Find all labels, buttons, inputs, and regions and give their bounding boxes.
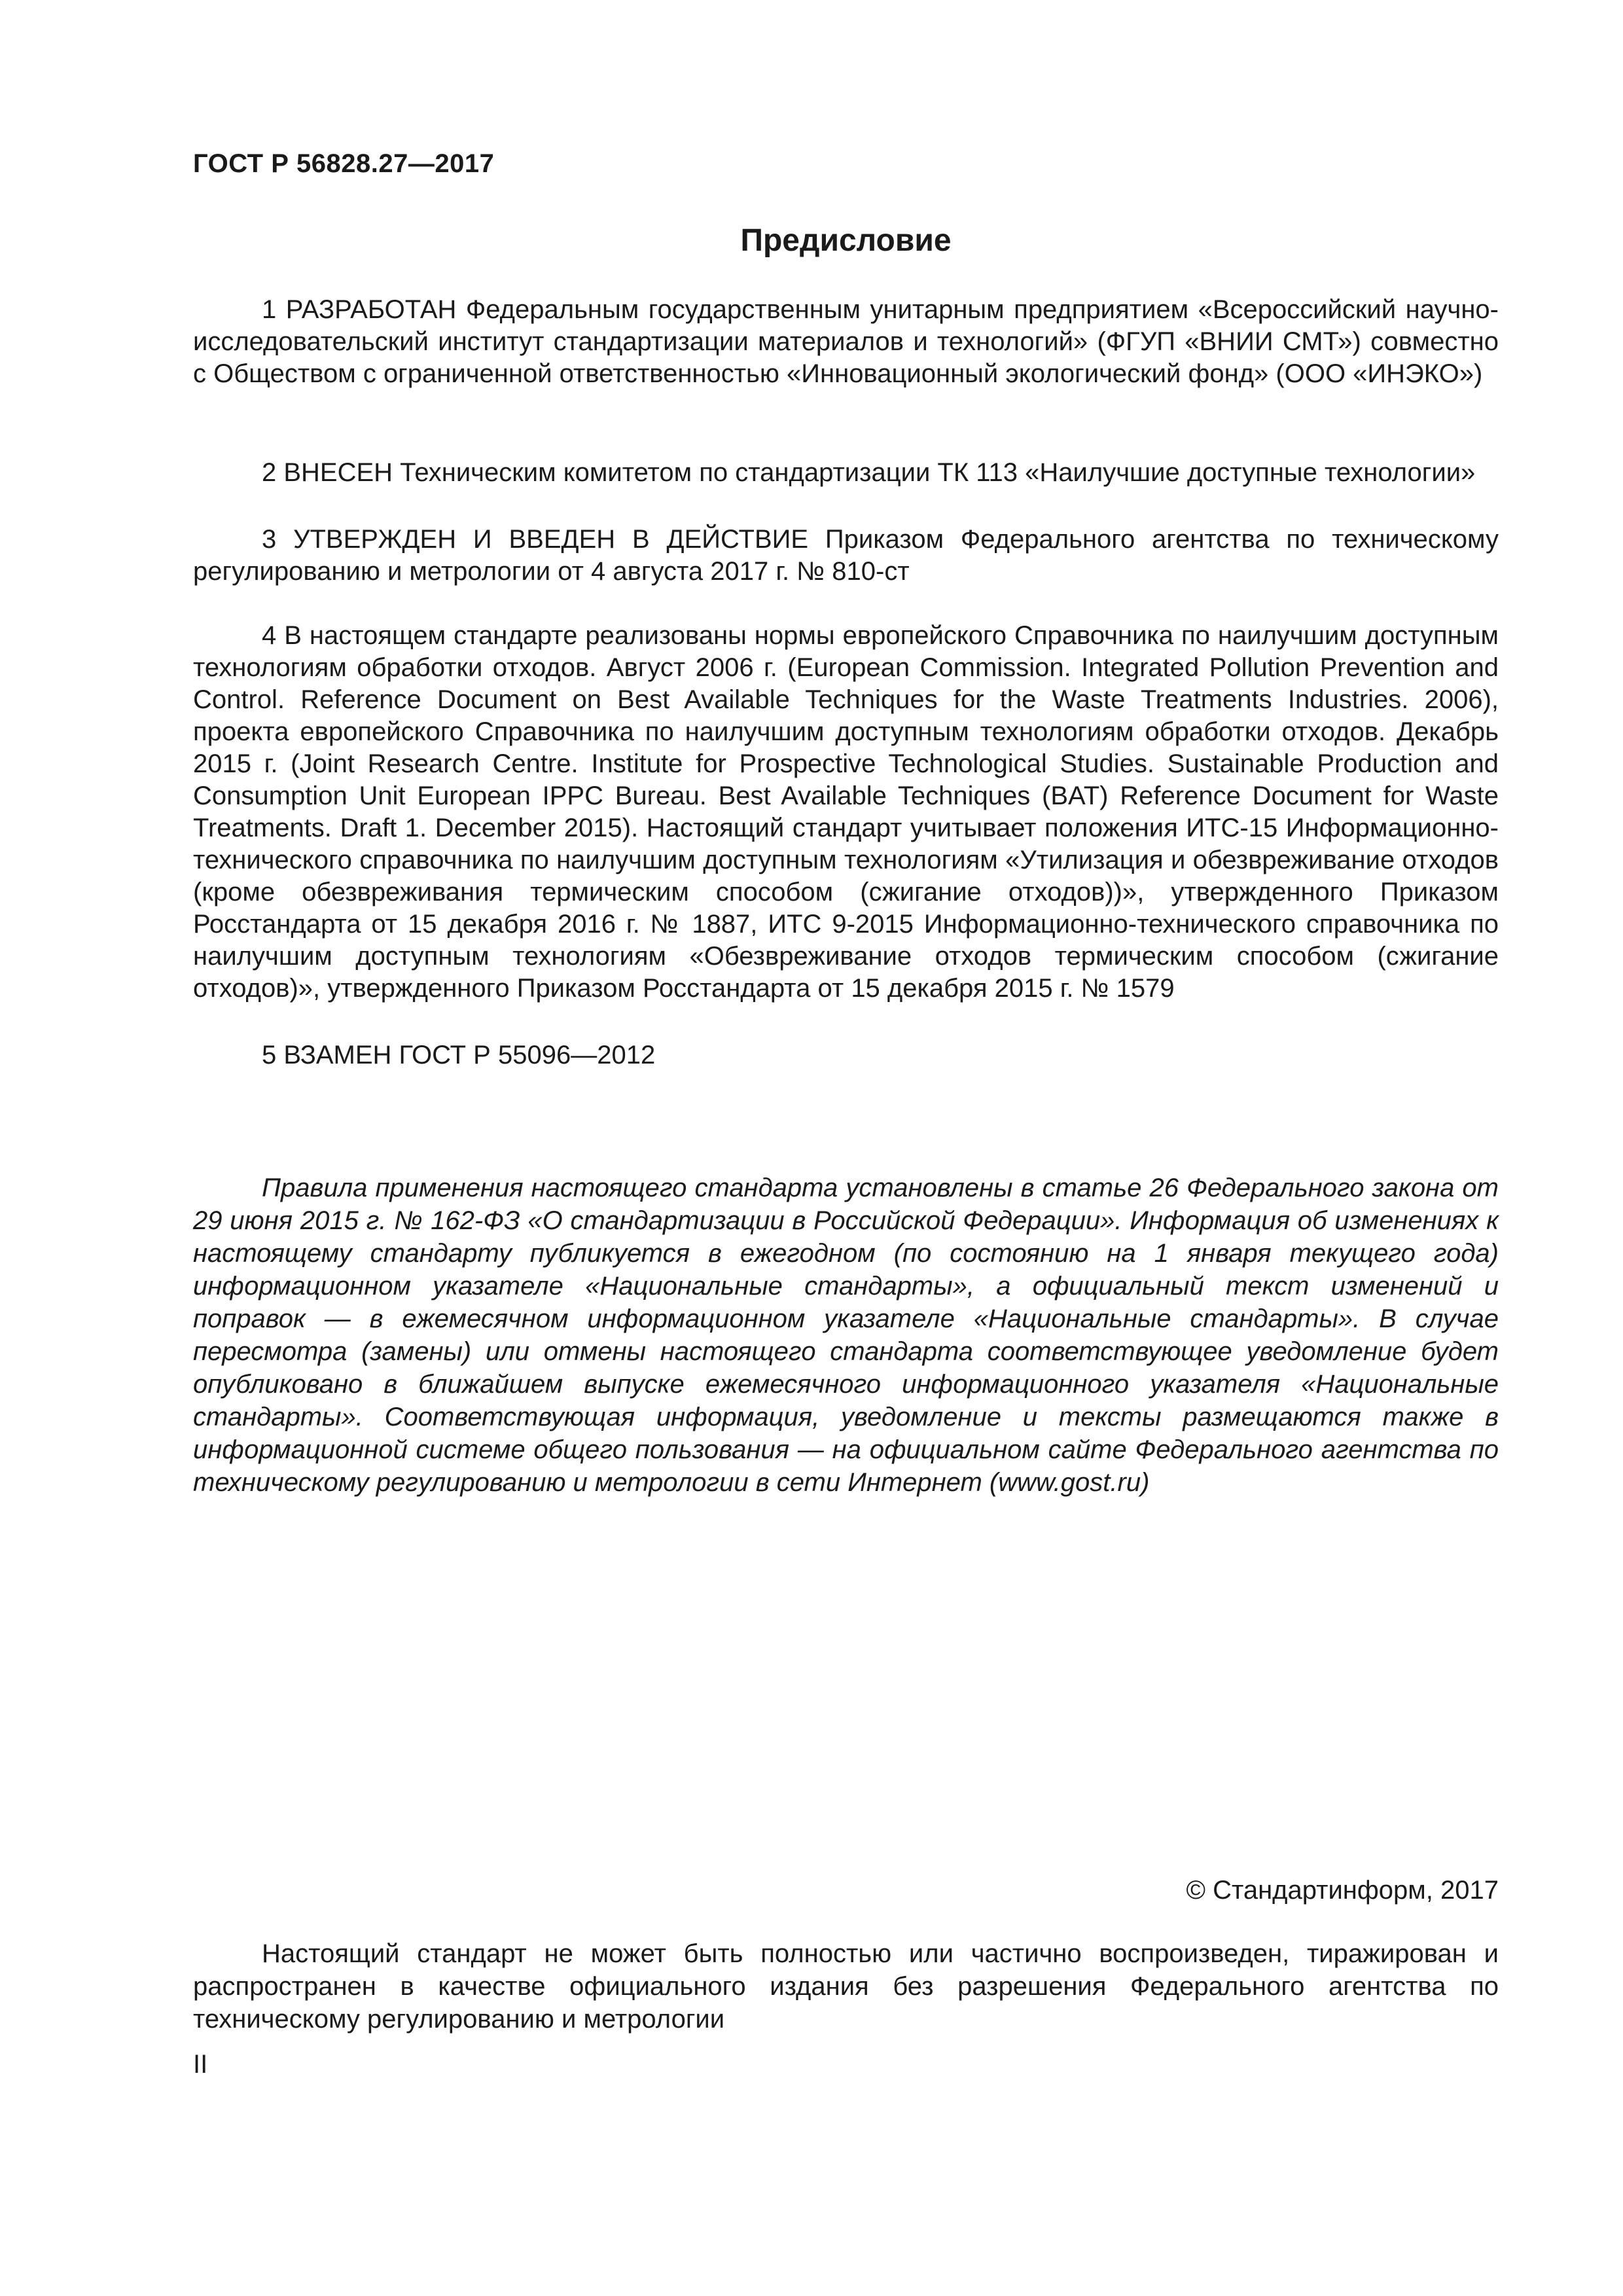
- copyright-line: © Стандартинформ, 2017: [1186, 1876, 1499, 1905]
- page-number: II: [193, 2050, 208, 2079]
- preface-item-4: 4 В настоящем стандарте реализованы нормы европейского Справочника по наилучшим доступным технологиям обработки отходов. Август 2006 г. (European Commission. Integrated Pollution Prevention and Control. Reference Document on Best Available Techniques for the Waste Treatments Industries. 2006), проекта европейского Справочника по наилучшим доступным технологиям обработки отходов. Декабрь 2015 г. (Joint Research Centre. Institute for Prospective Technological Studies. Sustainable Production and Consumption Unit European IPPC Bureau. Best Available Techniques (BAT) Reference Document for Waste Treatments. Draft 1. December 2015). Настоящий стандарт учитывает положения ИТС-15 Информационно-технического справочника по наилучшим доступным технологиям «Утилизация и обезвреживание отходов (кроме обезвреживания термическим способом (сжигание отходов))», утвержденного Приказом Росстандарта от 15 декабря 2016 г. № 1887, ИТС 9-2015 Информационно-технического справочника по наилучшим доступным технологиям «Обезвреживание отходов термическим способом (сжигание отходов)», утвержденного Приказом Росстандарта от 15 декабря 2015 г. № 1579: [193, 621, 1499, 1003]
- reproduction-notice: Настоящий стандарт не может быть полностью или частично воспроизведен, тиражирован и распространен в качестве официального издания без разрешения Федерального агентства по техническому регулированию и метрологии: [193, 1939, 1499, 2034]
- page-title: Предисловие: [740, 223, 952, 258]
- document-code: ГОСТ Р 56828.27—2017: [193, 149, 495, 178]
- preface-item-5: 5 ВЗАМЕН ГОСТ Р 55096—2012: [262, 1041, 656, 1069]
- preface-item-3: 3 УТВЕРЖДЕН И ВВЕДЕН В ДЕЙСТВИЕ Приказом Федерального агентства по техническому регулированию и метрологии от 4 августа 2017 г. № 810-ст: [193, 525, 1499, 586]
- preface-item-1: 1 РАЗРАБОТАН Федеральным государственным унитарным предприятием «Всероссийский научно-исследовательский институт стандартизации материалов и технологий» (ФГУП «ВНИИ СМТ») совместно с Обществом с ограниченной ответственностью «Инновационный экологический фонд» (ООО «ИНЭКО»): [193, 295, 1499, 388]
- preface-item-2: 2 ВНЕСЕН Техническим комитетом по стандартизации ТК 113 «Наилучшие доступные технологии»: [262, 458, 1476, 487]
- application-rules-notice: Правила применения настоящего стандарта установлены в статье 26 Федерального закона от 29 июня 2015 г. № 162-ФЗ «О стандартизации в Российской Федерации». Информация об изменениях к настоящему стандарту публикуется в ежегодном (по состоянию на 1 января текущего года) информационном указателе «Национальные стандарты», а официальный текст изменений и поправок — в ежемесячном информационном указателе «Национальные стандарты». В случае пересмотра (замены) или отмены настоящего стандарта соответствующее уведомление будет опубликовано в ближайшем выпуске ежемесячного информационного указателя «Национальные стандарты». Соответствующая информация, уведомление и тексты размещаются также в информационной системе общего пользования — на официальном сайте Федерального агентства по техническому регулированию и метрологии в сети Интернет (www.gost.ru): [193, 1174, 1499, 1497]
